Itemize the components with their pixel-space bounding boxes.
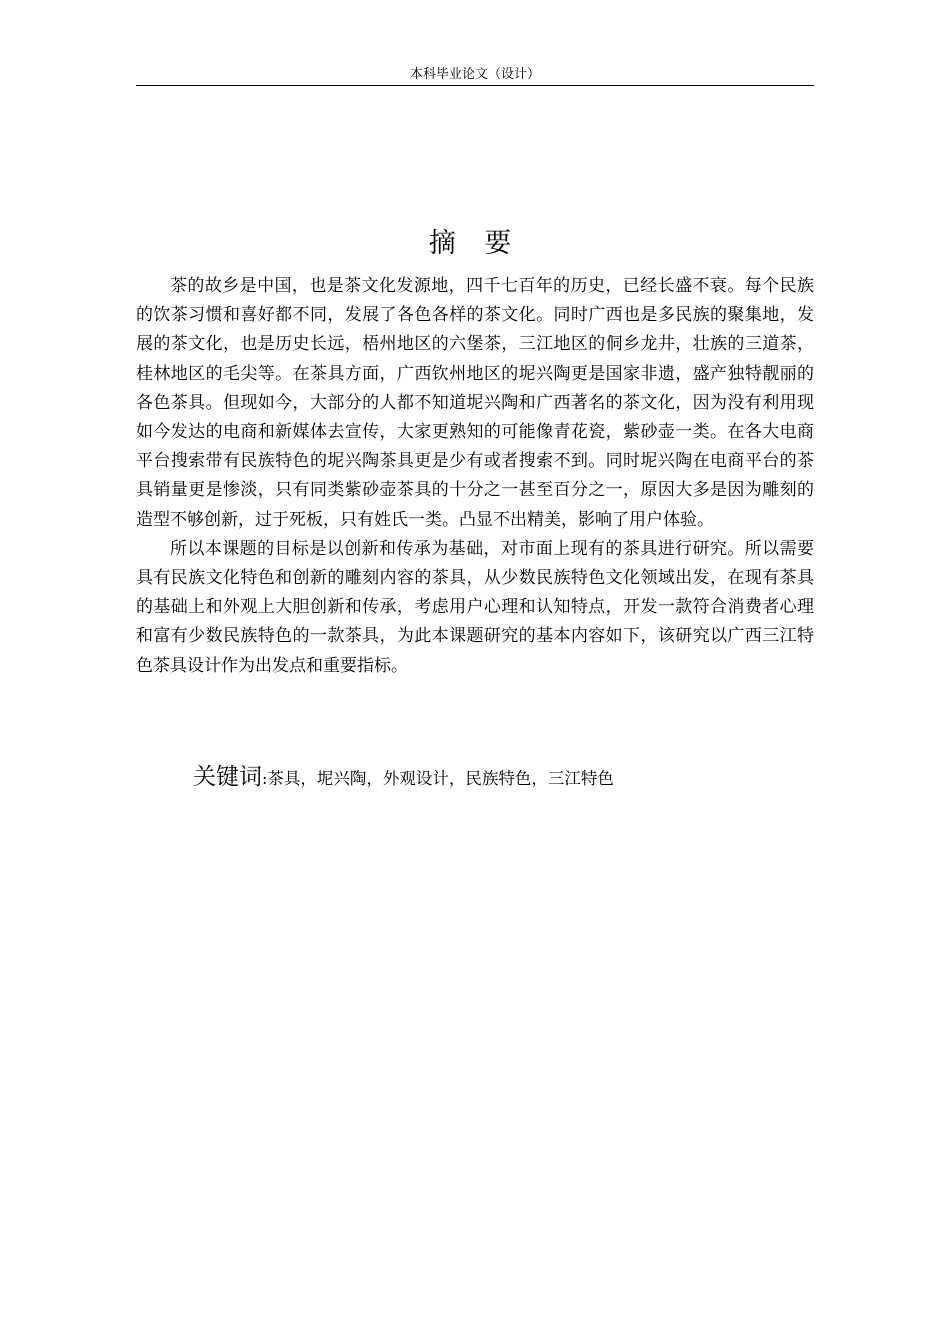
- abstract-paragraph-1: 茶的故乡是中国，也是茶文化发源地，四千七百年的历史，已经长盛不衰。每个民族的饮茶习惯和喜好都不同，发展了各色各样的茶文化。同时广西也是多民族的聚集地，发展的茶文化，也是历史长远，梧州地区的六堡茶，三江地区的侗乡龙井，壮族的三道茶，桂林地区的毛尖等。在茶具方面，广西钦州地区的坭兴陶更是国家非遗，盛产独特靓丽的各色茶具。但现如今，大部分的人都不知道坭兴陶和广西著名的茶文化，因为没有利用现如今发达的电商和新媒体去宣传，大家更熟知的可能像青花瓷，紫砂壶一类。在各大电商平台搜索带有民族特色的坭兴陶茶具更是少有或者搜索不到。同时坭兴陶在电商平台的茶具销量更是惨淡，只有同类紫砂壶茶具的十分之一甚至百分之一，原因大多是因为雕刻的造型不够创新，过于死板，只有姓氏一类。凸显不出精美，影响了用户体验。: [136, 276, 814, 530]
- abstract-body: [136, 272, 814, 681]
- abstract-title: 摘 要: [428, 228, 522, 260]
- keywords-colon: :: [262, 769, 268, 788]
- abstract-paragraph-2: 所以本课题的目标是以创新和传承为基础，对市面上现有的茶具进行研究。所以需要具有民族文化特色和创新的雕刻内容的茶具，从少数民族特色文化领域出发，在现有茶具的基础上和外观上大胆创新和传承，考虑用户心理和认知特点，开发一款符合消费者心理和富有少数民族特色的一款茶具，为此本课题研究的基本内容如下，该研究以广西三江特色茶具设计作为出发点和重要指标。: [136, 538, 814, 676]
- keywords-list: 茶具，坭兴陶，外观设计，民族特色，三江特色: [267, 769, 614, 788]
- keywords-line: [193, 760, 793, 796]
- header-rule: [136, 85, 814, 86]
- running-header: 本科毕业论文（设计）: [409, 67, 540, 82]
- keywords-label: 关键词: [193, 764, 262, 790]
